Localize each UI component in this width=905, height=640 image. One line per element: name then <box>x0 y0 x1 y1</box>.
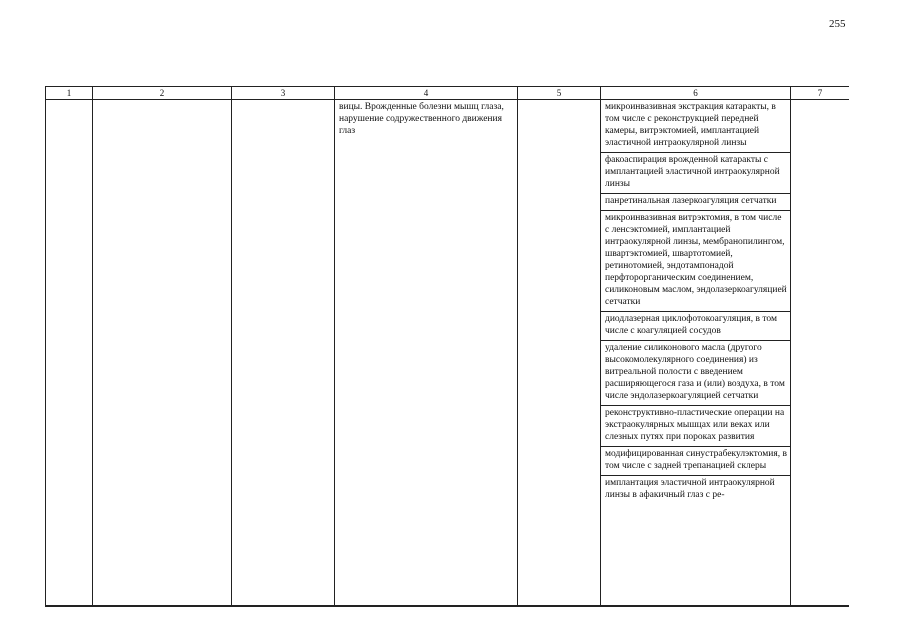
procedure-item: факоаспирация врожденной катаракты с имплантацией эластичной интраокулярной линзы <box>601 153 790 194</box>
procedures-table <box>45 86 849 606</box>
procedure-item: реконструктивно-пластические операции на экстраокулярных мышцах или веках или слезных путях при пороках развития <box>601 406 790 447</box>
column-header-2: 2 <box>93 87 232 100</box>
table-container <box>45 86 849 607</box>
cell-col3-text <box>232 100 334 101</box>
procedure-item: удаление силиконового масла (другого высокомолекулярного соединения) из витреальной полости с введением расширяющегося газа и (или) воздуха, в том числе эндолазеркоагуляцией сетчатки <box>601 341 790 406</box>
table-row <box>46 100 850 606</box>
cell-col5 <box>518 100 601 606</box>
column-header-6: 6 <box>601 87 791 100</box>
diagnosis-text: вицы. Врожденные болезни мышц глаза, нарушение содружественного движения глаз <box>339 102 504 136</box>
page-number: 255 <box>829 18 846 30</box>
cell-col2 <box>93 100 232 606</box>
cell-col2-text <box>93 100 231 101</box>
procedure-item: имплантация эластичной интраокулярной линзы в афакичный глаз с ре- <box>605 478 775 500</box>
cell-diagnosis <box>335 100 518 606</box>
cell-col7 <box>791 100 850 606</box>
procedure-item: диодлазерная циклофотокоагуляция, в том числе с коагуляцией сосудов <box>601 312 790 341</box>
cell-col1 <box>46 100 93 606</box>
cell-col5-text <box>518 100 600 101</box>
cell-col1-text <box>46 100 92 101</box>
procedure-item: модифицированная синустрабекулэктомия, в том числе с задней трепанацией склеры <box>601 447 790 476</box>
column-header-7: 7 <box>791 87 850 100</box>
cell-procedures <box>601 100 791 606</box>
column-header-3: 3 <box>232 87 335 100</box>
cell-col7-text <box>791 100 849 101</box>
column-header-5: 5 <box>518 87 601 100</box>
column-number-row <box>46 87 850 100</box>
procedure-item: панретинальная лазеркоагуляция сетчатки <box>601 194 790 211</box>
cell-col3 <box>232 100 335 606</box>
column-header-4: 4 <box>335 87 518 100</box>
column-header-1: 1 <box>46 87 93 100</box>
procedure-item: микроинвазивная витрэктомия, в том числе с ленсэктомией, имплантацией интраокулярной линзы, мембранопилингом, швартэктомией, швартотомией, ретинотомией, эндотампонадой перфторорганическим соединением, силиконовым маслом, эндолазеркоагуляцией сетчатки <box>601 211 790 312</box>
procedure-item: микроинвазивная экстракция катаракты, в том числе с реконструкцией передней камеры, витрэктомией, имплантацией эластичной интраокулярной линзы <box>601 100 790 153</box>
